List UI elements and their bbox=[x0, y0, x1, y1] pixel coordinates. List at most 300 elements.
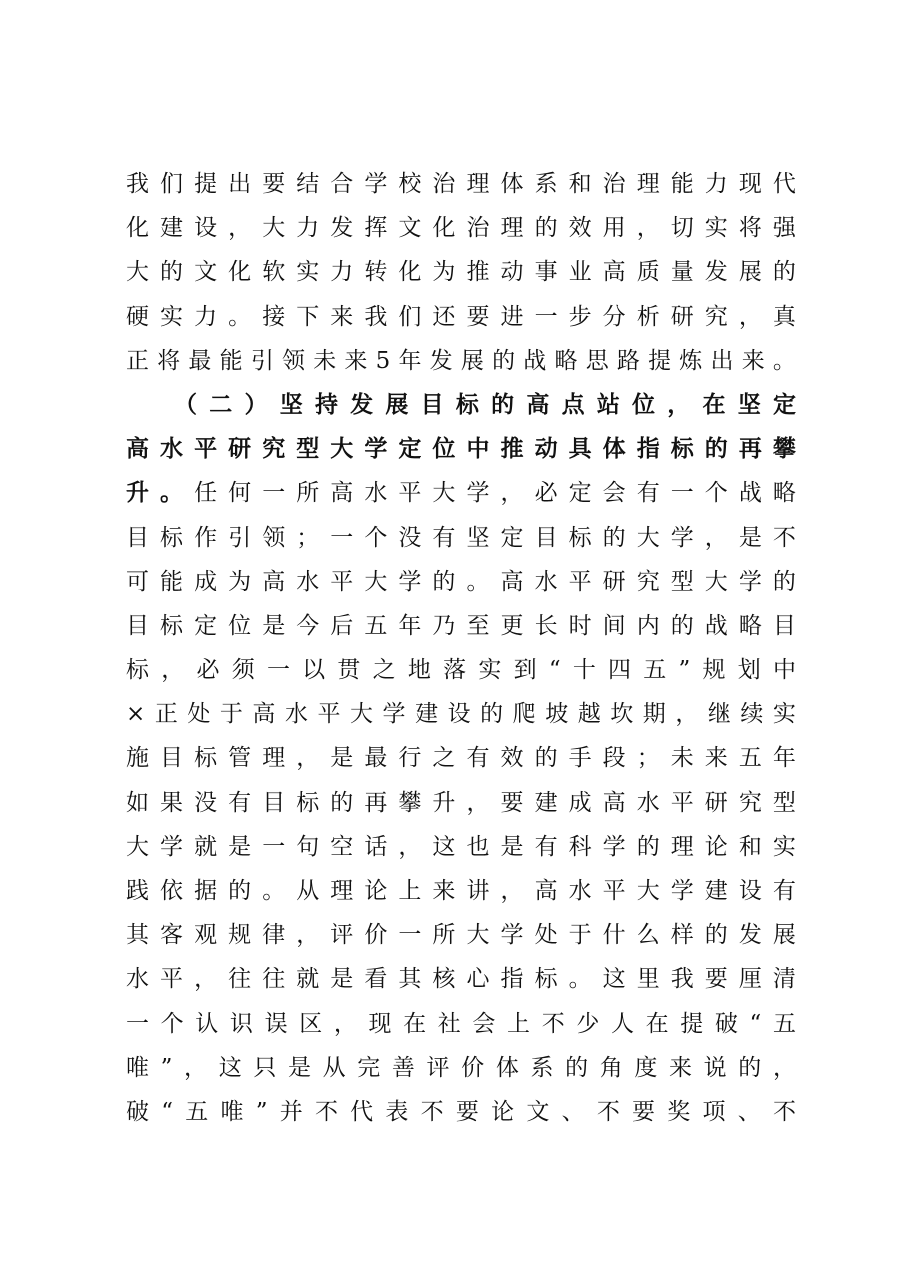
text-line bbox=[126, 1002, 796, 1046]
text-char: 在 bbox=[645, 1010, 669, 1037]
bold-char: 目 bbox=[420, 390, 444, 418]
text-char: 一 bbox=[126, 1010, 149, 1037]
text-char: 正 bbox=[126, 347, 149, 374]
text-char: 五 bbox=[738, 745, 762, 772]
text-line bbox=[126, 471, 796, 515]
text-char: 如 bbox=[126, 789, 149, 816]
text-char: 来 bbox=[741, 347, 765, 374]
text-char: 学 bbox=[382, 701, 406, 728]
text-char: 这 bbox=[432, 833, 456, 860]
text-char: 的 bbox=[480, 701, 504, 728]
text-char: 力 bbox=[194, 303, 218, 330]
text-char: ” bbox=[160, 1054, 173, 1081]
text-char: 度 bbox=[634, 1054, 658, 1081]
text-char: 战 bbox=[738, 480, 762, 507]
text-char: 依 bbox=[160, 878, 184, 904]
text-char: 学 bbox=[160, 833, 184, 860]
text-char: 展 bbox=[460, 347, 484, 374]
text-char: ， bbox=[296, 745, 320, 772]
text-char: 目 bbox=[160, 745, 184, 772]
bold-char: ， bbox=[667, 390, 691, 418]
text-char: 在 bbox=[403, 1010, 427, 1037]
text-char: 治 bbox=[432, 171, 456, 197]
text-char: 没 bbox=[194, 789, 218, 816]
text-char: ， bbox=[228, 215, 252, 242]
bold-char: 站 bbox=[596, 390, 620, 418]
text-char: 律 bbox=[262, 922, 286, 949]
text-char: 时 bbox=[568, 612, 592, 639]
text-char: 效 bbox=[500, 745, 524, 772]
text-char: 破 bbox=[126, 1098, 149, 1125]
text-char: 略 bbox=[738, 612, 762, 639]
text-char: 乃 bbox=[432, 612, 456, 639]
text-char: 坚 bbox=[466, 524, 490, 551]
bold-char: 发 bbox=[350, 390, 374, 418]
text-char: 践 bbox=[126, 878, 149, 904]
text-char: 误 bbox=[264, 1010, 288, 1037]
text-char: 间 bbox=[602, 612, 626, 639]
text-char: 个 bbox=[160, 1010, 184, 1037]
bold-char: 升 bbox=[126, 479, 149, 507]
text-char: 必 bbox=[196, 657, 220, 684]
text-char: 爬 bbox=[512, 701, 536, 728]
text-line bbox=[126, 1046, 796, 1090]
text-char: 用 bbox=[602, 215, 626, 242]
text-char: 将 bbox=[738, 215, 762, 242]
text-char: 不 bbox=[420, 1098, 444, 1125]
text-char: 破 bbox=[714, 1010, 738, 1037]
text-char: 据 bbox=[194, 878, 218, 904]
text-line bbox=[126, 913, 796, 957]
text-char: 于 bbox=[219, 701, 243, 728]
text-char: 。 bbox=[772, 347, 796, 374]
text-char: 十 bbox=[572, 657, 596, 684]
text-char: 大 bbox=[636, 524, 660, 551]
text-char: 今 bbox=[296, 612, 320, 639]
text-char: 治 bbox=[466, 215, 490, 242]
text-char: 定 bbox=[194, 612, 218, 639]
text-char: 不 bbox=[772, 524, 796, 551]
text-char: ” bbox=[678, 657, 691, 684]
bold-char: 持 bbox=[314, 390, 338, 418]
text-char: 化 bbox=[432, 215, 456, 242]
text-char: ， bbox=[333, 1010, 357, 1037]
text-char: 力 bbox=[330, 259, 354, 286]
text-char: 水 bbox=[126, 966, 149, 993]
text-line bbox=[126, 957, 796, 1001]
text-char: 大 bbox=[262, 215, 286, 242]
text-char: ， bbox=[184, 1054, 208, 1081]
bold-char: 的 bbox=[704, 435, 728, 463]
text-line bbox=[126, 648, 796, 692]
text-char: 是 bbox=[738, 524, 762, 551]
text-char: 研 bbox=[704, 789, 728, 816]
text-char: 区 bbox=[299, 1010, 323, 1037]
text-char: 大 bbox=[704, 568, 728, 595]
text-char: 价 bbox=[364, 922, 388, 949]
text-char: 标 bbox=[160, 524, 184, 551]
bold-char: 究 bbox=[262, 435, 286, 463]
text-char: 讲 bbox=[466, 878, 490, 904]
text-char: 炼 bbox=[679, 347, 703, 374]
text-char: 代 bbox=[772, 171, 796, 197]
text-char: 贯 bbox=[337, 657, 361, 684]
bold-char: 具 bbox=[568, 435, 592, 463]
text-char: 软 bbox=[262, 259, 286, 286]
text-char: 的 bbox=[704, 922, 728, 949]
text-char: 表 bbox=[385, 1098, 409, 1125]
text-char: 的 bbox=[670, 612, 694, 639]
text-char: 设 bbox=[738, 878, 762, 904]
text-char: 水 bbox=[636, 789, 660, 816]
text-char: 领 bbox=[282, 347, 306, 374]
text-char: 学 bbox=[602, 833, 626, 860]
text-char: 实 bbox=[478, 657, 502, 684]
text-char: 到 bbox=[513, 657, 537, 684]
text-char: 理 bbox=[636, 171, 660, 197]
text-char: 力 bbox=[296, 215, 320, 242]
text-char: 平 bbox=[317, 701, 341, 728]
bold-char: 定 bbox=[398, 435, 422, 463]
text-char: 不 bbox=[772, 1098, 796, 1125]
text-char: 究 bbox=[636, 568, 660, 595]
bold-char: 位 bbox=[632, 390, 656, 418]
text-char: 更 bbox=[500, 612, 524, 639]
text-char: ， bbox=[466, 789, 490, 816]
text-char: 规 bbox=[702, 657, 726, 684]
text-char: 步 bbox=[568, 303, 592, 330]
text-char: 往 bbox=[228, 966, 252, 993]
text-char: 行 bbox=[398, 745, 422, 772]
bold-char: 研 bbox=[228, 435, 252, 463]
text-char: 要 bbox=[632, 1098, 656, 1125]
text-char: 平 bbox=[330, 568, 354, 595]
text-char: 真 bbox=[772, 303, 796, 330]
text-char: 的 bbox=[738, 1054, 762, 1081]
text-char: 学 bbox=[500, 922, 524, 949]
text-char: 五 bbox=[772, 1010, 796, 1037]
text-char: 实 bbox=[772, 701, 796, 728]
text-char: 提 bbox=[648, 347, 672, 374]
text-char: 文 bbox=[194, 259, 218, 286]
text-line bbox=[126, 427, 796, 471]
text-char: 的 bbox=[534, 215, 558, 242]
text-char: 究 bbox=[738, 789, 762, 816]
text-char: 识 bbox=[229, 1010, 253, 1037]
text-char: 目 bbox=[126, 524, 149, 551]
text-char: 攀 bbox=[398, 789, 422, 816]
text-char: 大 bbox=[350, 701, 373, 728]
text-char: 的 bbox=[160, 259, 184, 286]
text-char: 质 bbox=[636, 259, 660, 286]
text-char: ； bbox=[636, 745, 660, 772]
text-char: 结 bbox=[296, 171, 320, 197]
text-line bbox=[126, 692, 796, 736]
text-char: 标 bbox=[160, 612, 184, 639]
bold-char: 展 bbox=[385, 390, 409, 418]
text-char: 往 bbox=[262, 966, 286, 993]
text-char: 高 bbox=[330, 480, 354, 507]
text-char: 事 bbox=[534, 259, 558, 286]
text-char: ， bbox=[500, 480, 524, 507]
text-char: 高 bbox=[602, 789, 626, 816]
text-char: 标 bbox=[194, 745, 218, 772]
text-char: 、 bbox=[561, 1098, 585, 1125]
text-char: ， bbox=[772, 1054, 796, 1081]
text-char: 领 bbox=[262, 524, 286, 551]
text-char: 标 bbox=[296, 789, 320, 816]
text-line bbox=[126, 781, 796, 825]
text-char: 可 bbox=[126, 568, 149, 595]
text-char: 一 bbox=[534, 303, 558, 330]
text-char: 的 bbox=[330, 789, 354, 816]
text-char: 是 bbox=[500, 833, 524, 860]
bold-char: 攀 bbox=[772, 435, 796, 463]
text-char: 大 bbox=[636, 878, 660, 904]
text-char: ， bbox=[675, 701, 699, 728]
text-char: 划 bbox=[737, 657, 761, 684]
text-char: 内 bbox=[636, 612, 660, 639]
text-char: 个 bbox=[704, 480, 728, 507]
text-char: 有 bbox=[432, 524, 456, 551]
text-char: 设 bbox=[194, 215, 218, 242]
text-char: 目 bbox=[534, 524, 558, 551]
text-char: 上 bbox=[398, 878, 422, 904]
text-char: 有 bbox=[466, 745, 490, 772]
text-char: 必 bbox=[534, 480, 558, 507]
text-char: 是 bbox=[228, 833, 252, 860]
text-char: 是 bbox=[287, 1054, 311, 1081]
text-char: 善 bbox=[391, 1054, 415, 1081]
text-char: 理 bbox=[670, 833, 694, 860]
text-char: 实 bbox=[704, 215, 728, 242]
bold-char: 二 bbox=[209, 390, 233, 418]
text-char: 未 bbox=[313, 347, 337, 374]
text-char: 系 bbox=[534, 171, 558, 197]
text-char: 什 bbox=[602, 922, 626, 949]
text-char: 、 bbox=[737, 1098, 761, 1125]
text-char: ， bbox=[398, 833, 422, 860]
text-char: 发 bbox=[330, 215, 354, 242]
bold-char: 坚 bbox=[737, 390, 761, 418]
text-char: 平 bbox=[670, 789, 694, 816]
text-char: 的 bbox=[432, 568, 456, 595]
text-char: ， bbox=[161, 657, 185, 684]
text-char: 体 bbox=[500, 171, 524, 197]
bold-char: 水 bbox=[160, 435, 184, 463]
text-char: 接 bbox=[262, 303, 286, 330]
text-line bbox=[126, 383, 796, 427]
text-char: 定 bbox=[500, 524, 524, 551]
text-char: 水 bbox=[284, 701, 308, 728]
text-char: 成 bbox=[194, 568, 218, 595]
text-char: 目 bbox=[126, 612, 149, 639]
text-char: 强 bbox=[772, 215, 796, 242]
text-char: 最 bbox=[188, 347, 212, 374]
text-char: 动 bbox=[500, 259, 524, 286]
text-char: 作 bbox=[194, 524, 218, 551]
text-char: 学 bbox=[738, 568, 762, 595]
text-char: 设 bbox=[447, 701, 471, 728]
text-char: 句 bbox=[296, 833, 320, 860]
text-char: 所 bbox=[432, 922, 456, 949]
text-line bbox=[126, 295, 796, 339]
text-char: 年 bbox=[398, 347, 422, 374]
text-char: 治 bbox=[602, 171, 626, 197]
text-char: ， bbox=[738, 303, 762, 330]
text-char: 么 bbox=[636, 922, 660, 949]
text-char: 析 bbox=[636, 303, 660, 330]
text-char: 学 bbox=[364, 171, 388, 197]
text-char: 引 bbox=[228, 524, 252, 551]
text-char: 价 bbox=[461, 1054, 485, 1081]
text-char: 文 bbox=[398, 215, 422, 242]
text-char: 项 bbox=[702, 1098, 726, 1125]
text-char: ” bbox=[255, 1098, 268, 1125]
text-char: 社 bbox=[437, 1010, 461, 1037]
bold-char: 型 bbox=[296, 435, 320, 463]
text-char: 建 bbox=[160, 215, 184, 242]
text-char: 是 bbox=[262, 612, 286, 639]
text-char: 会 bbox=[472, 1010, 496, 1037]
text-char: 5 bbox=[375, 347, 391, 374]
text-char: 继 bbox=[707, 701, 731, 728]
text-char: 升 bbox=[432, 789, 456, 816]
text-char: 管 bbox=[228, 745, 252, 772]
text-char: 评 bbox=[426, 1054, 450, 1081]
text-line bbox=[126, 516, 796, 560]
text-char: 进 bbox=[500, 303, 524, 330]
text-char: 最 bbox=[364, 745, 388, 772]
text-char: 五 bbox=[643, 657, 667, 684]
text-char: 成 bbox=[568, 789, 592, 816]
text-char: 理 bbox=[262, 745, 286, 772]
text-char: 论 bbox=[704, 833, 728, 860]
text-char: 这 bbox=[602, 966, 626, 993]
bold-char: ） bbox=[244, 390, 268, 418]
text-char: 能 bbox=[670, 171, 694, 197]
text-char: 样 bbox=[670, 922, 694, 949]
text-char: 论 bbox=[364, 878, 388, 904]
text-char: 这 bbox=[218, 1054, 242, 1081]
text-char: 客 bbox=[160, 922, 184, 949]
text-char: 。 bbox=[466, 568, 490, 595]
text-char: 学 bbox=[398, 568, 422, 595]
text-char: 的 bbox=[228, 878, 252, 904]
text-line bbox=[126, 869, 796, 913]
text-char: 还 bbox=[432, 303, 456, 330]
text-char: 和 bbox=[738, 833, 762, 860]
text-char: 发 bbox=[429, 347, 453, 374]
text-char: 将 bbox=[157, 347, 181, 374]
text-char: 学 bbox=[670, 524, 694, 551]
text-char: 路 bbox=[616, 347, 640, 374]
text-char: 上 bbox=[507, 1010, 531, 1037]
text-char: “ bbox=[548, 657, 561, 684]
text-char: 不 bbox=[541, 1010, 565, 1037]
text-char: 高 bbox=[500, 568, 524, 595]
text-char: 少 bbox=[576, 1010, 600, 1037]
text-char: 一 bbox=[670, 480, 694, 507]
text-char: 长 bbox=[534, 612, 558, 639]
text-char: 出 bbox=[710, 347, 734, 374]
text-char: 实 bbox=[296, 259, 320, 286]
text-char: 理 bbox=[330, 878, 354, 904]
text-char: 人 bbox=[610, 1010, 634, 1037]
text-char: 之 bbox=[432, 745, 456, 772]
text-char: 五 bbox=[364, 612, 388, 639]
text-line bbox=[126, 825, 796, 869]
text-char: 没 bbox=[398, 524, 422, 551]
text-char: 唯 bbox=[220, 1098, 244, 1125]
text-line bbox=[126, 206, 796, 250]
text-char: 于 bbox=[568, 922, 592, 949]
text-char: 以 bbox=[302, 657, 326, 684]
text-char: 挥 bbox=[364, 215, 388, 242]
text-char: 的 bbox=[772, 568, 796, 595]
text-char: 是 bbox=[330, 745, 354, 772]
bold-char: 中 bbox=[466, 435, 490, 463]
bold-char: 高 bbox=[526, 390, 550, 418]
bold-char: 定 bbox=[772, 390, 796, 418]
text-char: 要 bbox=[262, 171, 286, 197]
text-char: 体 bbox=[495, 1054, 519, 1081]
text-line bbox=[126, 1090, 796, 1134]
text-char: 高 bbox=[252, 701, 276, 728]
text-char: 思 bbox=[585, 347, 609, 374]
text-char: 实 bbox=[772, 833, 796, 860]
text-char: 要 bbox=[466, 303, 490, 330]
text-char: ， bbox=[704, 524, 728, 551]
text-char: 平 bbox=[398, 480, 422, 507]
text-char: 究 bbox=[704, 303, 728, 330]
text-char: 不 bbox=[314, 1098, 338, 1125]
text-char: 一 bbox=[266, 657, 290, 684]
text-char: 核 bbox=[432, 966, 456, 993]
text-char: 论 bbox=[491, 1098, 515, 1125]
text-char: 从 bbox=[322, 1054, 346, 1081]
text-char: 发 bbox=[738, 922, 762, 949]
bold-char: 指 bbox=[636, 435, 660, 463]
bold-char: （ bbox=[174, 390, 197, 418]
text-char: 。 bbox=[228, 303, 252, 330]
text-char: 化 bbox=[228, 259, 252, 286]
text-char: 现 bbox=[738, 171, 762, 197]
text-char: 略 bbox=[554, 347, 578, 374]
text-char: 科 bbox=[568, 833, 592, 860]
text-char: 施 bbox=[126, 745, 149, 772]
text-char: 我 bbox=[364, 303, 388, 330]
text-char: 有 bbox=[534, 833, 558, 860]
text-char: 就 bbox=[296, 966, 320, 993]
text-char: 水 bbox=[568, 878, 592, 904]
text-char: ， bbox=[296, 922, 320, 949]
text-char: 正 bbox=[154, 701, 178, 728]
text-char: 效 bbox=[568, 215, 592, 242]
bold-char: 动 bbox=[534, 435, 558, 463]
text-char: 能 bbox=[160, 568, 184, 595]
text-char: 手 bbox=[568, 745, 592, 772]
text-char: 完 bbox=[357, 1054, 381, 1081]
text-char: 转 bbox=[364, 259, 388, 286]
text-char: 大 bbox=[432, 480, 456, 507]
text-char: 校 bbox=[398, 171, 422, 197]
text-char: 提 bbox=[680, 1010, 704, 1037]
text-char: 一 bbox=[262, 833, 286, 860]
text-char: 一 bbox=[262, 480, 286, 507]
text-char: 的 bbox=[492, 347, 516, 374]
text-char: 标 bbox=[568, 524, 592, 551]
